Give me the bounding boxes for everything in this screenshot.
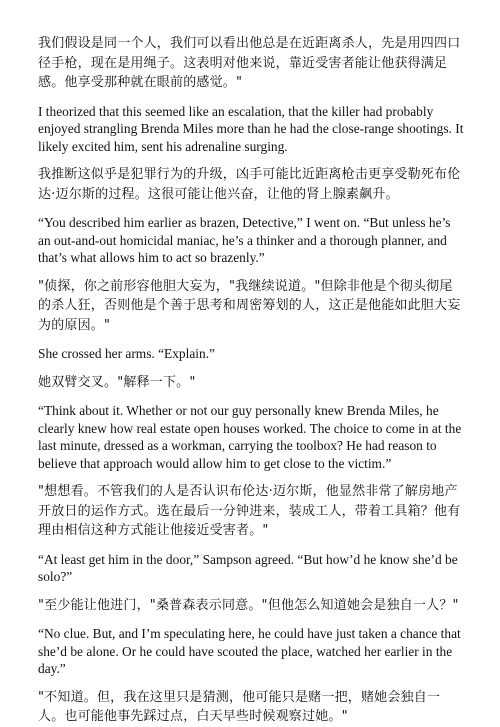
paragraph-zh: 我们假设是同一个人，我们可以看出他总是在近距离杀人，先是用四四口径手枪，现在是用绳子。这表明对他来说，靠近受害者能让他获得满足感。他享受那种就在眼前的感觉。" — [38, 36, 461, 90]
paragraph-zh: "至少能让他进门，"桑普森表示同意。"但他怎么知道她会是独自一人？" — [38, 597, 459, 613]
paragraph-en: “Think about it. Whether or not our guy personally knew Brenda Miles, he clearly knew how real estate open houses worked. The choice to come in at the last minute, dressed as a workman, carrying the toolbox? He had reason to believe that approach would allow him to get close to the victim.” — [38, 403, 462, 471]
paragraph-zh: 她双臂交叉。"解释一下。" — [38, 374, 196, 390]
paragraph-en: “You described him earlier as brazen, Detective,” I went on. “But unless he’s an out-and-out homicidal maniac, he’s a thinker and a thorough planner, and that’s what allows him to act so brazenly.” — [38, 215, 451, 265]
paragraph-en: She crossed her arms. “Explain.” — [38, 346, 215, 361]
paragraph-en: I theorized that this seemed like an escalation, that the killer had probably enjoyed strangling Brenda Miles more than he had the close-range shootings. It likely excited him, sent his adrenaline surging. — [38, 103, 464, 154]
paragraph-en: “At least get him in the door,” Sampson agreed. “But how’d he know she’d be solo?” — [38, 551, 458, 584]
paragraph-zh: 我推断这似乎是犯罪行为的升级，凶手可能比近距离枪击更享受勒死布伦达·迈尔斯的过程。这很可能让他兴奋，让他的肾上腺素飙升。 — [38, 167, 461, 202]
paragraph-zh: "想想看。不管我们的人是否认识布伦达·迈尔斯，他显然非常了解房地产开放日的运作方式。选在最后一分钟进来，装成工人，带着工具箱？他有理由相信这种方式能让他接近受害者。" — [38, 484, 461, 538]
paragraph-zh: "侦探，你之前形容他胆大妄为，"我继续说道。"但除非他是个彻头彻尾的杀人狂，否则他是个善于思考和周密筹划的人，这正是他能如此胆大妄为的原因。" — [38, 278, 461, 333]
paragraph-zh: "不知道。但，我在这里只是猜测，他可能只是赌一把，赌她会独自一人。也可能他事先踩过点，白天早些时候观察过她。" — [38, 689, 441, 724]
paragraph-en: “No clue. But, and I’m speculating here, he could have just taken a chance that she’d be alone. Or he could have scouted the place, watched her earlier in the day.” — [38, 626, 461, 676]
